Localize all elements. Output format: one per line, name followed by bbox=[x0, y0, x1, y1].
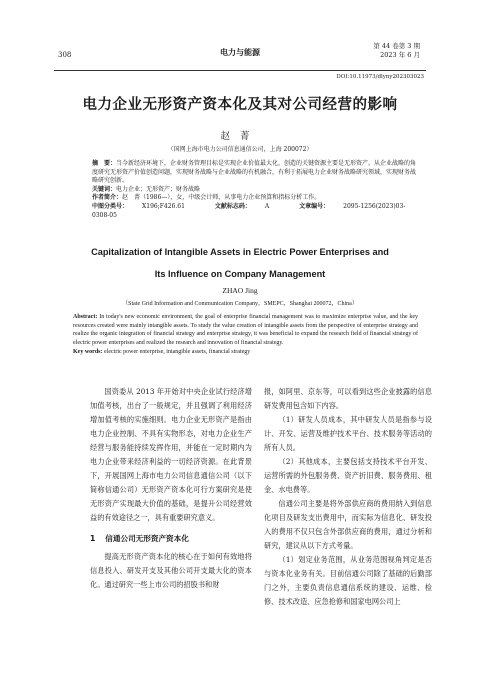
affiliation-chinese: （国网上海市电力公司信息通信公司，上海 200072） bbox=[167, 146, 313, 153]
affiliation-english: （State Grid Information and Communication Company，SMEPC，Shanghai 200072，China） bbox=[122, 301, 358, 307]
keywords-text: 电力企业；无形资产；财务战略 bbox=[116, 185, 201, 193]
chinese-metadata bbox=[92, 160, 418, 220]
doc-code bbox=[215, 203, 283, 210]
body-paragraph: 国资委从 2013 年开始对中央企业试行经济增加值考核，出台了一般规定，并且强调了利用经济增加值考核的实施细则。电力企业无形资产是指由电力企业控制、不具有实物形态，对电力企业生产经营与服务能持续发挥作用，并能在一定时期内为电力企业带来经济利益的一切经济资源。在此背景下，开展国网上海市电力公司信息通信公司（以下简称信通公司）无形资产资本化可行方案研究是使无形资产实现最大价值的基础，是提升公司经营效益的有效途径之一，具有重要研究意义。 bbox=[90, 387, 252, 522]
section-title: 信通公司无形资产资本化 bbox=[105, 534, 189, 543]
body-column-left bbox=[90, 385, 252, 592]
clc bbox=[92, 203, 199, 210]
doc-code-label: 文献标志码： bbox=[214, 202, 251, 210]
keywords-english bbox=[73, 348, 418, 357]
keywords-english-label: Key words: bbox=[73, 348, 103, 355]
journal-name: 电力与能源 bbox=[220, 48, 260, 57]
section-number: 1 bbox=[90, 534, 96, 543]
abstract-english-text: In today's new economic environment, the goal of enterprise financial management was to maximize enterprise value, and the key resources created were mainly intangible assets. To study the value creation of intangible assets from the perspective of enterprise strategy and realize the organic integration of financial strategy and enterprise strategy, it was beneficial to expand the research field of financial strategy of electric power enterprises and realized the research and innovation of financial strategy. bbox=[73, 314, 419, 347]
body-paragraph: 报，如阿里、京东等，可以看到这些企业披露的信息研发费用包含如下内容。 bbox=[264, 387, 432, 410]
clc-label: 中图分类号： bbox=[92, 202, 129, 210]
volume-info bbox=[373, 42, 420, 60]
body-paragraph: 信通公司主要是将外部供应商的费用纳入到信息化项目及研发支出费用中，而实际为信息化、研发投入的费用不仅只包含外部供应商的费用，通过分析和研究，建议从以下方式考量。 bbox=[264, 499, 432, 550]
abstract-text: 当今新经济环境下，企业财务管理目标是实现企业价值最大化，创造的关键资源主要是无形资产。从企业战略的角度研究无形资产价值创造问题，实现财务战略与企业战略的有机融合，有利于拓展电力企业财务战略研究领域，实现财务战略研究创新。 bbox=[92, 160, 417, 185]
abstract-english bbox=[73, 313, 418, 357]
title-english bbox=[54, 241, 426, 285]
body-paragraph: 提高无形资产资本化的核心在于如何有效地将信息投入、研发开支及其他公司开支最大化的资本化。通过研究一些上市公司的招股书和财 bbox=[90, 552, 252, 589]
author-intro bbox=[92, 194, 418, 203]
clc-value: X196;F426.61 bbox=[142, 202, 185, 210]
abstract-chinese bbox=[92, 160, 418, 186]
section-heading-1 bbox=[90, 532, 252, 546]
author-intro-text: 赵 菁（1986—），女，中级会计师，从事电力企业预算和指标分析工作。 bbox=[122, 194, 321, 202]
doc-code-value: A bbox=[264, 202, 270, 210]
article-no-label: 文章编号： bbox=[299, 202, 330, 210]
doi: DOI:10.11973/dlyny202303023 bbox=[336, 74, 424, 80]
issue-date: 2023 年 6 月 bbox=[380, 51, 420, 59]
author-english: ZHAO Jing bbox=[222, 286, 258, 295]
abstract-english-label: Abstract: bbox=[73, 314, 98, 320]
abstract-label: 摘 要： bbox=[92, 160, 117, 167]
classification-row bbox=[92, 203, 418, 220]
title-english-line1: Capitalization of Intangible Assets in Electric Power Enterprises and bbox=[91, 247, 389, 257]
body-paragraph: （2）其他成本，主要包括支持技术平台开发、运营所需的外包服务费、资产折旧费、服务费用、租金、水电费等。 bbox=[264, 457, 432, 494]
article-no-value: 2095-1256(2023)03-0308-05 bbox=[92, 202, 406, 219]
header-rule bbox=[54, 70, 426, 71]
running-header bbox=[54, 42, 426, 68]
volume-issue: 第 44 卷第 3 期 bbox=[373, 42, 420, 50]
title-english-line2: Its Influence on Company Management bbox=[154, 269, 326, 279]
body-paragraph: （1）研发人员成本，其中研发人员是指参与设计、开发、运营及维护技术平台、技术服务等活动的所有人员。 bbox=[264, 415, 432, 452]
title-chinese: 电力企业无形资产资本化及其对公司经营的影响 bbox=[82, 97, 398, 113]
keywords-english-text: electric power enterprise, intangible assets, financial strategy bbox=[104, 348, 251, 355]
page-number: 308 bbox=[58, 51, 72, 59]
body-paragraph: （1）划定业务范围，从业务范围视角判定是否与资本化业务有关。目前信通公司除了基础的后勤部门之外，主要负责信息通信系统的建设、运维、检修、技术改造、应急抢修和国家电网公司上 bbox=[264, 555, 432, 606]
author-intro-label: 作者简介： bbox=[92, 194, 123, 202]
abstract-english-paragraph bbox=[73, 313, 418, 348]
author-chinese: 赵菁 bbox=[220, 131, 260, 142]
body-column-right bbox=[264, 385, 432, 609]
keywords-label: 关键词： bbox=[92, 185, 117, 193]
